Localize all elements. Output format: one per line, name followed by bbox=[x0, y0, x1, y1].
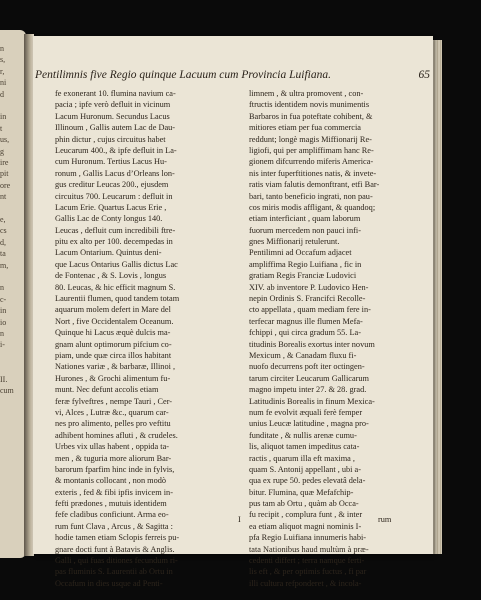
text-line: ronum , Gallis Lacus d’Orleans lon- bbox=[55, 168, 175, 178]
previous-page-fragment: cum bbox=[0, 386, 14, 395]
text-line: ratis viam falutis demonftrant, etfi Bar- bbox=[249, 180, 380, 190]
text-line: de Fontenac , & S. Lovis , longus bbox=[55, 271, 167, 281]
text-line: fuorum mercedem non pauci infi- bbox=[249, 225, 361, 235]
previous-page-fragment: n bbox=[0, 283, 4, 293]
text-line: bari, tanto beneficio ingrati, non pau- bbox=[249, 191, 373, 201]
text-line: magno impetu inter 27. & 28. grad. bbox=[249, 385, 367, 395]
text-line: Hurones , & Grochi alimentum fu- bbox=[55, 373, 171, 383]
text-line: quam S. Antonij appellant , ubi a- bbox=[249, 464, 361, 474]
previous-page-fragment: r, bbox=[0, 66, 5, 76]
previous-page-fragment: nt bbox=[0, 192, 7, 202]
text-line: rum funt Clava , Arcus , & Sagitta : bbox=[55, 521, 173, 531]
previous-page-fragment: e, bbox=[0, 215, 6, 224]
text-line: num fe evolvit æquali ferè femper bbox=[249, 407, 363, 417]
text-line: Leucas , defluit cum incredibili ftre- bbox=[55, 225, 176, 235]
text-line: nes pro alimento, pelles pro veftitu bbox=[55, 419, 171, 429]
text-line: barorum fparfim hinc inde in fylvis, bbox=[55, 464, 175, 474]
text-line: limnem , & ultra promovent , con- bbox=[249, 89, 364, 98]
text-line: nis inter fuperftitiones natis, & invete- bbox=[249, 168, 377, 178]
previous-page-fragment: s, bbox=[0, 55, 6, 65]
text-line: Barbaros in fua poteftate cohibent, & bbox=[249, 111, 373, 121]
previous-page-fragment: m, bbox=[0, 260, 9, 270]
previous-page-fragment: g bbox=[0, 146, 4, 156]
text-line: bitur. Flumina, quæ Mefafchip- bbox=[249, 487, 354, 497]
text-line: Urbes vix ullas habent , oppida ta- bbox=[55, 442, 170, 452]
text-line: titudinis Borealis exortus inter novum bbox=[249, 339, 375, 349]
text-line: reddunt; longè magis Miffionarij Re- bbox=[249, 134, 372, 144]
text-line: illi cultura refponderet , & incola- bbox=[249, 578, 362, 588]
text-line: nepin Ordinis S. Francifci Recolle- bbox=[249, 294, 366, 304]
previous-page-fragment: in bbox=[0, 112, 7, 122]
text-line: Pentilimni ad Occafum adjacet bbox=[249, 248, 352, 258]
text-line: ea etiam aliquot magni nominis I- bbox=[249, 521, 362, 531]
text-line: cedenti differt ; terra namque ferti- bbox=[249, 556, 365, 566]
text-line: XIV. ab inventore P. Ludovico Hen- bbox=[249, 282, 369, 292]
text-line: lis eft , & per optimis fuctus , fi par bbox=[249, 567, 367, 577]
text-line: Gallis Lac de Conty longus 140. bbox=[55, 214, 163, 224]
previous-page-fragment: ire bbox=[0, 158, 9, 167]
text-line: terfecar magnus ille flumen Mefa- bbox=[249, 316, 363, 326]
text-line: & montanis collocant , non modò bbox=[55, 476, 167, 486]
text-line: munt. Nec defunt accolis etiam bbox=[55, 385, 159, 395]
text-line: fefti prædones , mutuis identidem bbox=[55, 499, 167, 509]
text-line: fefe cladibus conficiunt. Arma eo- bbox=[55, 510, 169, 520]
running-title: Pentilimnis five Regio quinque Lacuum cum Provincia Luifiana. bbox=[35, 69, 331, 81]
signature-mark: I bbox=[238, 515, 241, 524]
text-line: unius Leucæ latitudine , magna pro- bbox=[249, 419, 369, 429]
text-line: pacia ; ipfe verò defluit in vicinum bbox=[55, 100, 171, 110]
text-line: Illinoum , Gallis autem Lac de Dau- bbox=[55, 123, 176, 133]
text-line: gnare docti funt à Batavis & Anglis. bbox=[55, 544, 175, 554]
text-line: vi, Alces , Lutræ &c., quarum car- bbox=[55, 407, 169, 417]
text-line: lis, aliquot tamen impeditus cata- bbox=[249, 442, 360, 452]
text-line: Latitudinis Borealis in finum Mexica- bbox=[249, 396, 375, 406]
text-line: pus tam ab Ortu , quàm ab Occa- bbox=[249, 499, 359, 509]
right-text-column bbox=[249, 88, 403, 589]
page-number: 65 bbox=[418, 69, 430, 81]
text-line: ligiofi, qui per ampliffimam hanc Re- bbox=[249, 145, 374, 155]
text-line: Leucarum 400., & ipfe defluit in La- bbox=[55, 145, 177, 155]
text-line: funditate , & nullis arenæ cumu- bbox=[249, 430, 357, 440]
text-line: circuitus 700. Leucarum : defluit in bbox=[55, 191, 173, 201]
text-line: gionem difcurrendo miferis America- bbox=[249, 157, 374, 167]
text-line: gratiam Regis Franciæ Ludovici bbox=[249, 271, 357, 281]
previous-page-fragment: i- bbox=[0, 340, 5, 350]
text-line: cos miris modis affligant, & quandoq; bbox=[249, 202, 376, 212]
text-line: etiam interficiant , quam laborum bbox=[249, 214, 361, 224]
text-line: cum Huronum. Tertius Lacus Hu- bbox=[55, 157, 167, 167]
text-line: pfa Regio Luifiana innumeris habi- bbox=[249, 533, 367, 543]
text-line: Nationes variæ , & barbaræ, Illinoi , bbox=[55, 362, 176, 372]
text-line: ftructis identidem novis munimentis bbox=[249, 100, 370, 110]
text-line: gnes Miffionarij retulerunt. bbox=[249, 237, 340, 247]
text-line: Laurentii flumen, quod tandem totam bbox=[55, 294, 180, 304]
text-line: qua ex rupe 50. pedes elevatâ dela- bbox=[249, 476, 366, 486]
previous-page-fragment: cs bbox=[0, 226, 7, 236]
text-line: hodie tamen etiam Sclopis ferreis pu- bbox=[55, 533, 180, 543]
previous-page-fragment: us, bbox=[0, 135, 10, 145]
previous-page-fragment: d bbox=[0, 89, 4, 99]
text-line: adhibent homines afluti , & crudeles. bbox=[55, 430, 178, 440]
text-line: cto appellata , quam mediam fere in- bbox=[249, 305, 371, 315]
text-line: gus creditur Leucas 200., ejusdem bbox=[55, 180, 169, 190]
previous-page-fragment: ore bbox=[0, 180, 11, 190]
text-line: mitiores etiam per fua commercia bbox=[249, 123, 361, 133]
previous-page-fragment: n bbox=[0, 44, 4, 53]
previous-page-fragment: io bbox=[0, 317, 7, 327]
text-line: fchippi , qui circa gradum 55. La- bbox=[249, 328, 361, 338]
text-line: Lacum Erie. Quartus Lacus Erie , bbox=[55, 202, 167, 212]
text-line: ractis , quarum illa eft maxima , bbox=[249, 453, 355, 463]
text-line: tarum circiter Leucarum Gallicarum bbox=[249, 373, 370, 383]
text-line: 80. Leucas, & hic efficit magnum S. bbox=[55, 282, 176, 292]
previous-page-fragment: n bbox=[0, 329, 4, 338]
text-line: Galli , qui fuas ditiones fecundum ri- bbox=[55, 556, 178, 566]
page-edges bbox=[432, 40, 442, 554]
text-line: Quinque hi Lacus æquè dulcis ma- bbox=[55, 328, 171, 338]
text-line: feræ fylveftres , nempe Tauri , Cer- bbox=[55, 396, 173, 406]
text-line: gnam alunt optimorum pifcium co- bbox=[55, 339, 172, 349]
book-page bbox=[33, 36, 433, 588]
previous-page-fragment: pit bbox=[0, 169, 9, 179]
text-line: que Lacus Ontarius Gallis dictus Lac bbox=[55, 259, 178, 269]
previous-page-fragment: c- bbox=[0, 294, 7, 304]
text-line: pitu ex alto per 100. decempedas in bbox=[55, 237, 173, 247]
text-line: piam, unde quæ circa illos habitant bbox=[55, 350, 172, 360]
previous-page-fragment: ni bbox=[0, 78, 7, 88]
running-header bbox=[35, 69, 430, 81]
text-line: exteris , fed & fibi ipfis invicem in- bbox=[55, 487, 173, 497]
previous-page-fragment: t bbox=[0, 123, 3, 133]
text-line: Occafum in dies usque ad Penti- bbox=[55, 578, 163, 588]
text-line: fe exonerant 10. flumina navium ca- bbox=[55, 89, 176, 98]
text-line: Mexicum , & Canadam fluxu fi- bbox=[249, 350, 357, 360]
text-line: Lacum Huronum. Secundus Lacus bbox=[55, 111, 170, 121]
previous-page-fragment: ta bbox=[0, 249, 6, 259]
text-line: nuofo decurrens poft iter octingen- bbox=[249, 362, 365, 372]
previous-page-edge bbox=[0, 30, 26, 558]
catchword: rum bbox=[378, 515, 392, 524]
text-line: ampliffima Regio Luifiana , fic in bbox=[249, 259, 362, 269]
text-line: Lacum Ontarium. Quintus deni- bbox=[55, 248, 162, 258]
previous-page-fragment: in bbox=[0, 306, 7, 316]
previous-page-fragment: d, bbox=[0, 237, 6, 247]
left-text-column bbox=[55, 88, 209, 589]
text-line: fu recipit , complura funt , & inter bbox=[249, 510, 363, 520]
text-line: aquarum molem defert in Mare del bbox=[55, 305, 171, 315]
text-line: pas fluminis S. Laurentii ab Ortu in bbox=[55, 567, 173, 577]
text-line: tata Nationibus haud multùm à præ- bbox=[249, 544, 369, 554]
text-line: phin dictur , cujus circuitus habet bbox=[55, 134, 166, 144]
text-line: men , & tuguria more aliorum Bar- bbox=[55, 453, 172, 463]
text-line: Nort , five Occidentalem Oceanum. bbox=[55, 316, 174, 326]
previous-page-fragment: II. bbox=[0, 374, 8, 384]
